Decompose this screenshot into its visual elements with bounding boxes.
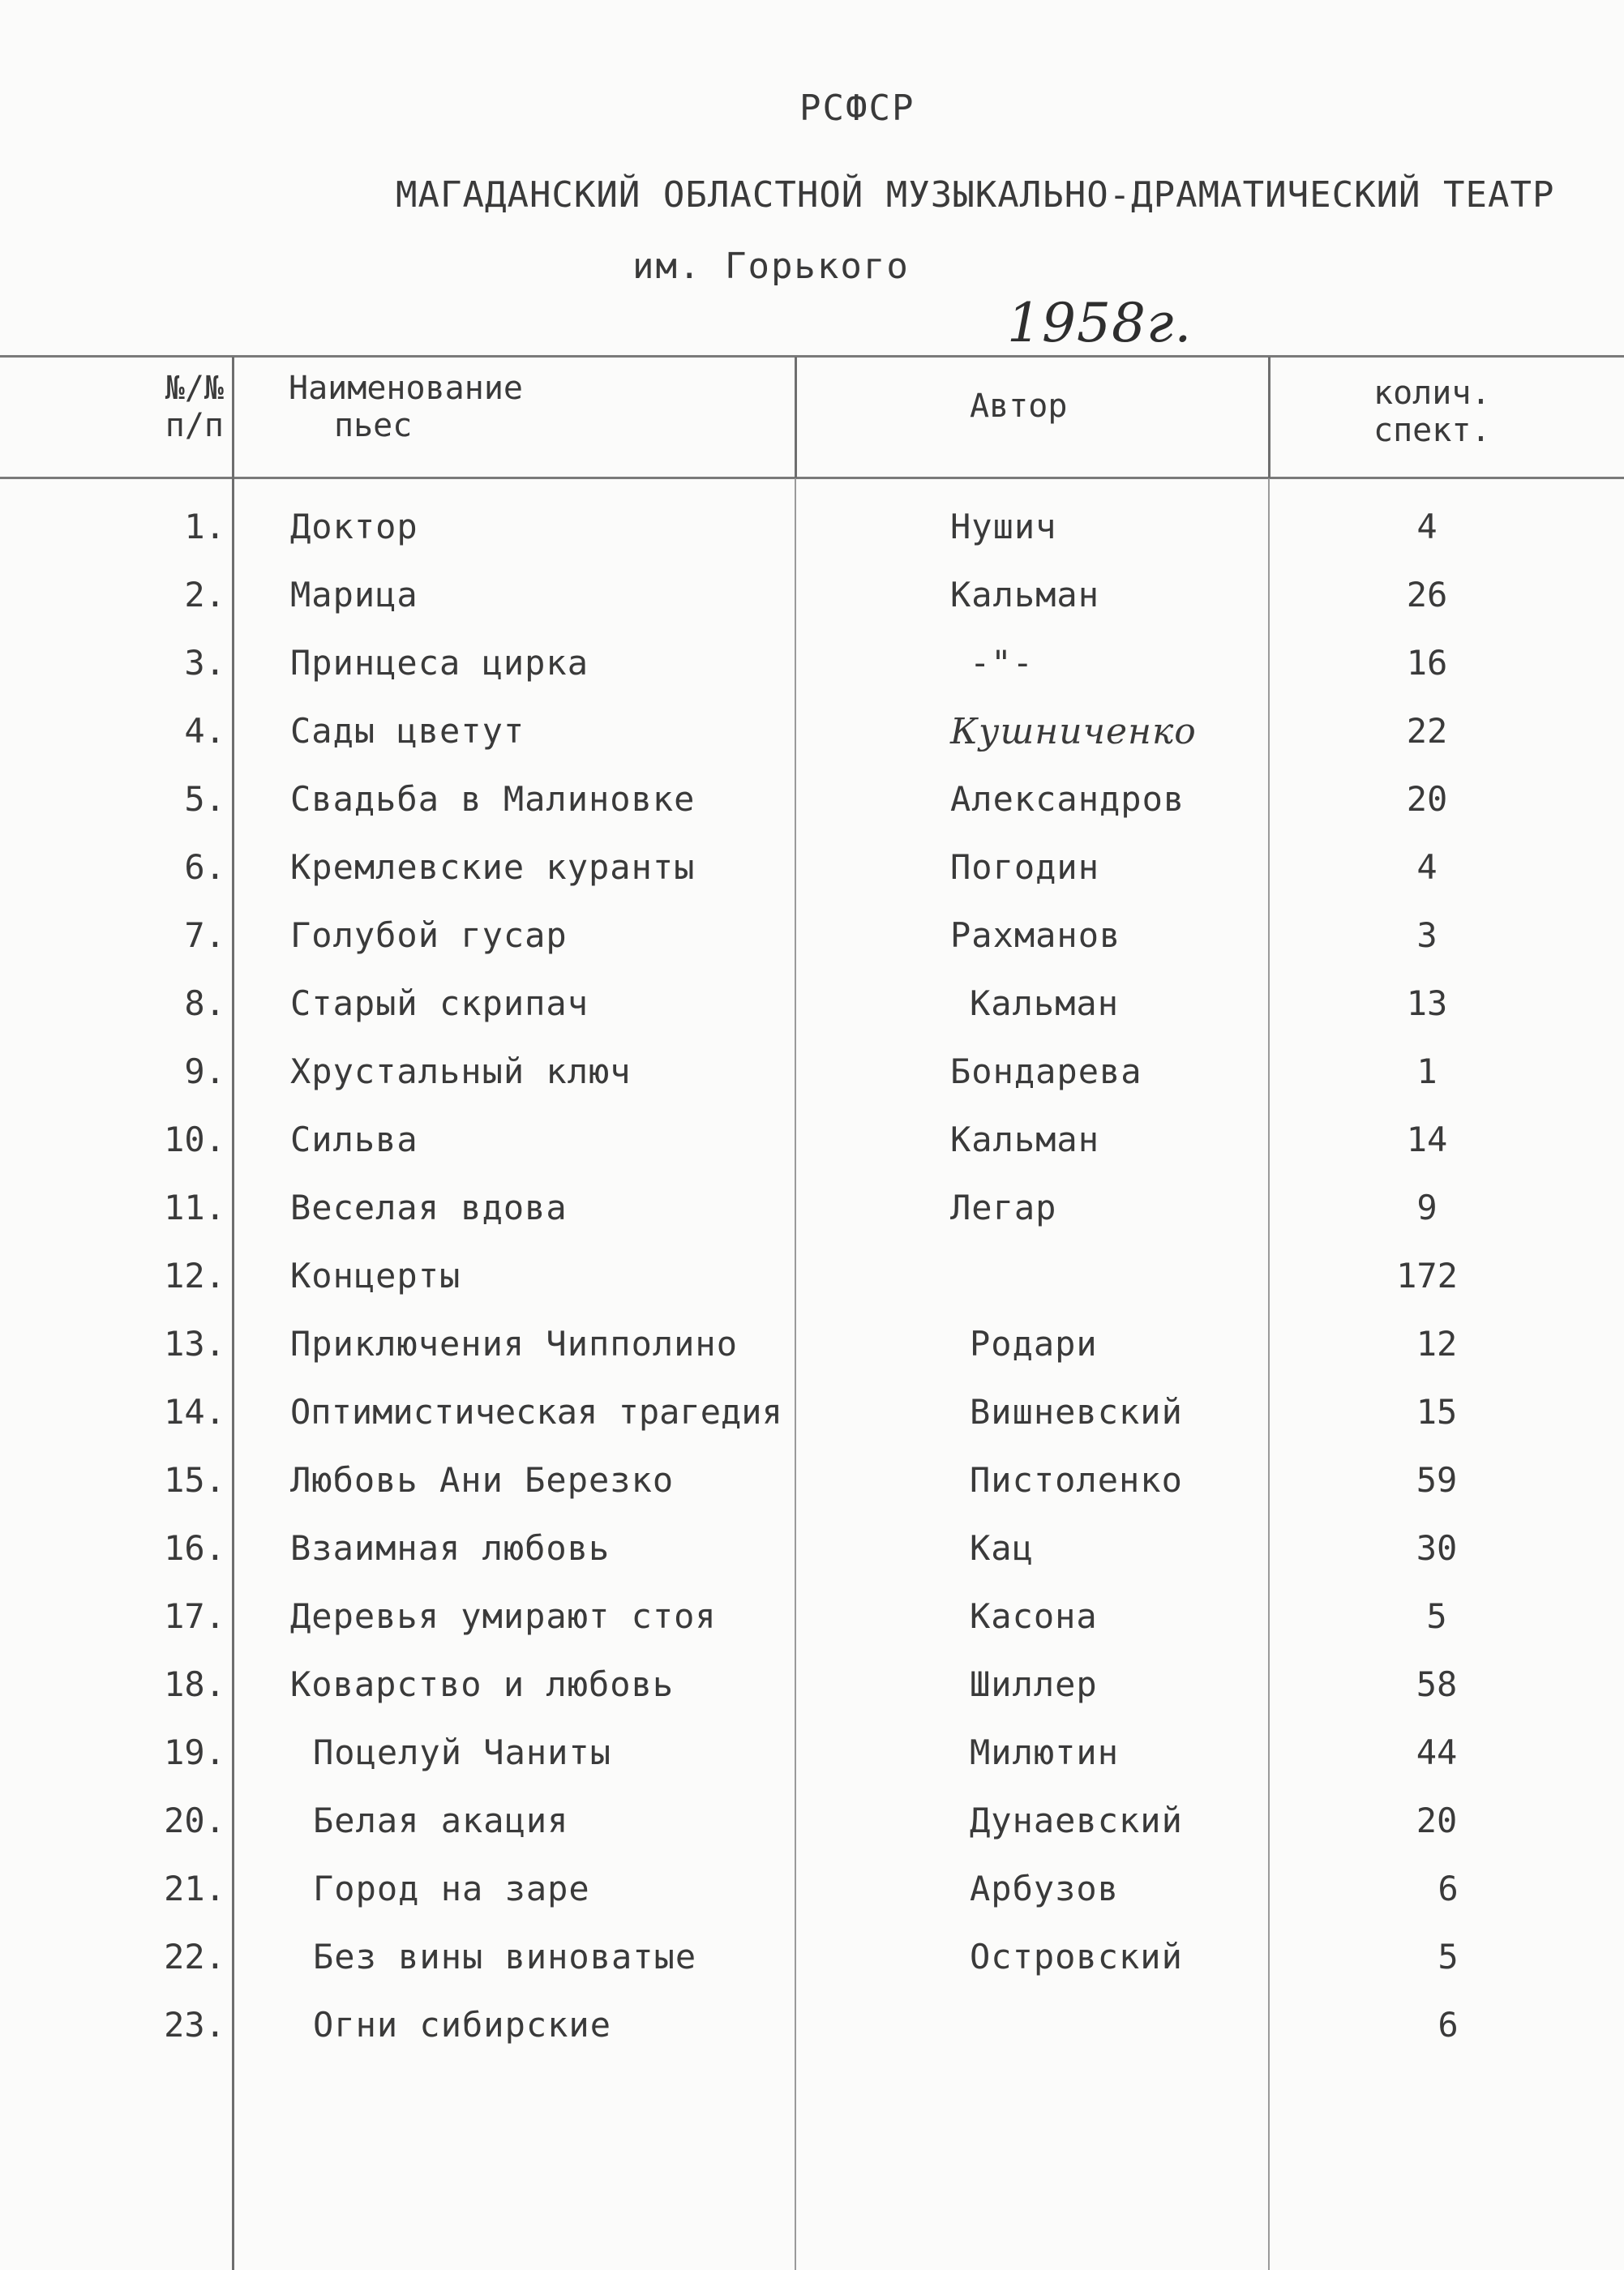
table-row [0,711,1624,779]
play-title: Свадьба в Малиновке [290,779,696,819]
table-row [0,1324,1624,1392]
row-number: 22. [164,1937,225,1977]
column-header-number [159,370,224,444]
table-row [0,1801,1624,1869]
performance-count: 26 [1406,575,1448,615]
performance-count: 4 [1416,507,1438,546]
play-title: Коварство и любовь [290,1664,675,1704]
column-header-title-line1: Наименование [289,370,523,407]
performance-count: 58 [1416,1664,1458,1704]
play-title: Оптимистическая трагедия [290,1392,782,1432]
row-number: 4. [184,711,225,751]
table-row [0,1392,1624,1460]
row-number: 9. [184,1051,225,1091]
performance-count: 14 [1406,1120,1448,1159]
performance-count: 59 [1416,1460,1458,1500]
column-header-title-line2: пьес [334,407,413,444]
table-row [0,643,1624,711]
play-author: Кальман [950,575,1100,615]
performance-count: 20 [1406,779,1448,819]
play-title: Белая акация [313,1801,569,1840]
table-row [0,915,1624,983]
play-title: Хрустальный ключ [290,1051,632,1091]
column-header-count-line2: спект. [1373,412,1491,449]
performance-count: 22 [1406,711,1448,751]
table-row [0,983,1624,1051]
table-row [0,1460,1624,1528]
performance-count: 13 [1406,983,1448,1023]
table-header-rule [0,477,1624,479]
play-title: Голубой гусар [290,915,568,955]
row-number: 15. [164,1460,225,1500]
table-row [0,1937,1624,2005]
table-row [0,1596,1624,1664]
performance-count: 30 [1416,1528,1458,1568]
play-title: Доктор [290,507,418,546]
republic-heading: РСФСР [799,88,915,129]
table-row [0,1051,1624,1120]
play-author: Касона [970,1596,1098,1636]
row-number: 8. [184,983,225,1023]
play-title: Сильва [290,1120,418,1159]
play-title: Кремлевские куранты [290,847,696,887]
table-top-rule [0,355,1624,358]
table-row [0,1664,1624,1732]
play-title: Приключения Чипполино [290,1324,739,1364]
table-row [0,1528,1624,1596]
handwritten-year: 1958г. [1007,292,1193,354]
play-title: Принцеса цирка [290,643,589,683]
play-title: Огни сибирские [313,2005,612,2045]
play-author: Кальман [970,983,1120,1023]
play-author-handwritten: Кушниченко [950,711,1197,752]
table-row [0,1732,1624,1801]
play-author: Родари [970,1324,1098,1364]
play-title: Без вины виноватые [313,1937,697,1977]
play-author: -"- [970,643,1034,683]
play-author: Арбузов [970,1869,1120,1908]
performance-count: 6 [1438,1869,1459,1908]
row-number: 13. [164,1324,225,1364]
column-header-title [289,370,523,444]
column-header-author: Автор [970,388,1068,425]
play-title: Деревья умирают стоя [290,1596,717,1636]
performance-count: 44 [1416,1732,1458,1772]
play-title: Взаимная любовь [290,1528,611,1568]
play-author: Легар [950,1188,1057,1227]
play-title: Веселая вдова [290,1188,568,1227]
performance-count: 6 [1438,2005,1459,2045]
performance-count: 5 [1426,1596,1447,1636]
named-after-line: им. Горького [632,246,910,287]
table-row [0,1188,1624,1256]
play-author: Вишневский [970,1392,1183,1432]
theatre-name-heading: МАГАДАНСКИЙ ОБЛАСТНОЙ МУЗЫКАЛЬНО-ДРАМАТИЧЕСКИЙ ТЕАТР [396,174,1555,216]
column-header-count-line1: колич. [1373,375,1491,412]
row-number: 16. [164,1528,225,1568]
play-author: Нушич [950,507,1057,546]
table-row [0,1120,1624,1188]
play-author: Погодин [950,847,1100,887]
play-title: Сады цветут [290,711,525,751]
column-divider-author [1268,357,1270,478]
table-row [0,1869,1624,1937]
row-number: 18. [164,1664,225,1704]
play-author: Бондарева [950,1051,1142,1091]
play-title: Марица [290,575,418,615]
play-author: Пистоленко [970,1460,1183,1500]
row-number: 17. [164,1596,225,1636]
play-author: Шиллер [970,1664,1098,1704]
play-author: Кальман [950,1120,1100,1159]
table-row [0,779,1624,847]
performance-count: 5 [1438,1937,1459,1977]
play-author: Дунаевский [970,1801,1183,1840]
row-number: 10. [164,1120,225,1159]
column-header-number-line1: №/№ [165,370,224,407]
performance-count: 12 [1416,1324,1458,1364]
performance-count: 15 [1416,1392,1458,1432]
play-title: Город на заре [313,1869,590,1908]
play-author: Кац [970,1528,1034,1568]
column-header-count [1373,375,1491,449]
play-title: Любовь Ани Березко [290,1460,675,1500]
performance-count: 1 [1416,1051,1438,1091]
play-author: Александров [950,779,1185,819]
play-title: Старый скрипач [290,983,589,1023]
performance-count: 3 [1416,915,1438,955]
performance-count: 4 [1416,847,1438,887]
row-number: 7. [184,915,225,955]
performance-count: 172 [1396,1256,1458,1296]
row-number: 19. [164,1732,225,1772]
row-number: 20. [164,1801,225,1840]
row-number: 2. [184,575,225,615]
row-number: 3. [184,643,225,683]
column-divider-title [795,357,797,478]
performance-count: 16 [1406,643,1448,683]
performance-count: 9 [1416,1188,1438,1227]
play-title: Поцелуй Чаниты [313,1732,612,1772]
row-number: 11. [164,1188,225,1227]
row-number: 12. [164,1256,225,1296]
row-number: 5. [184,779,225,819]
play-author: Островский [970,1937,1183,1977]
row-number: 6. [184,847,225,887]
row-number: 23. [164,2005,225,2045]
table-row [0,575,1624,643]
column-header-number-line2: п/п [165,407,224,444]
row-number: 1. [184,507,225,546]
performance-count: 20 [1416,1801,1458,1840]
table-row [0,1256,1624,1324]
row-number: 21. [164,1869,225,1908]
table-row [0,2005,1624,2073]
table-row [0,507,1624,575]
row-number: 14. [164,1392,225,1432]
play-title: Концерты [290,1256,461,1296]
play-author: Милютин [970,1732,1120,1772]
table-row [0,847,1624,915]
play-author: Рахманов [950,915,1121,955]
